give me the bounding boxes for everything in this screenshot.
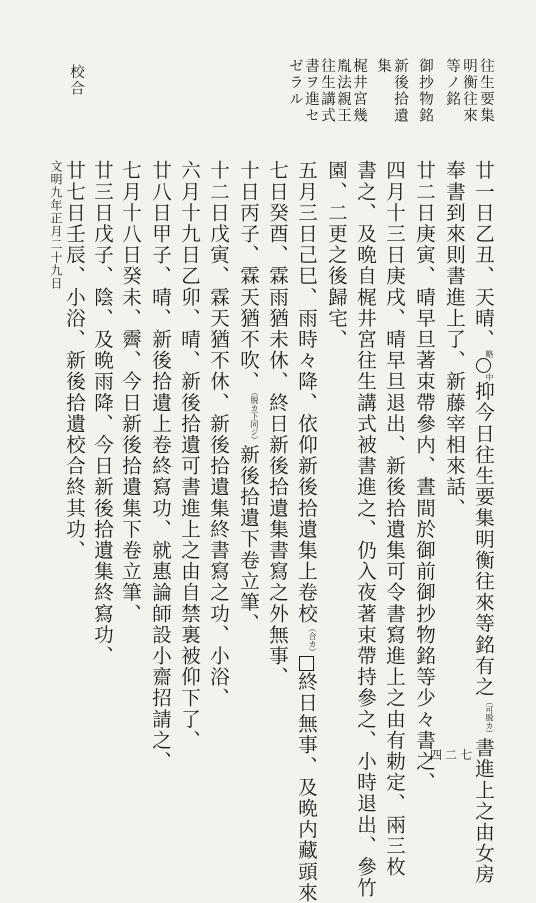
body-line-5: 書之、及晩自梶井宮往生講式被書進之、仍入夜著束帶持參之、小時退出、參竹 <box>354 160 377 899</box>
note-3-line-1: 新後拾遺 <box>392 58 408 124</box>
page-number: 四二七 <box>430 748 476 762</box>
note-3-line-2: 集 <box>375 58 391 75</box>
body-line-15: 廿七日壬辰、小浴、新後拾遺校合終其功、 <box>63 160 86 561</box>
note-4-line-2: 胤法親王 <box>335 58 351 124</box>
body-line-12: 廿八日甲子、晴、新後拾遺上卷終寫功、就惠論師設小齋招請之、 <box>149 160 172 772</box>
running-footer-date: 文明九年正月二十九日 <box>49 160 63 290</box>
body-line-2: 奉書到來則書進上了、新藤宰相來話、 <box>443 160 466 519</box>
note-4-line-5: ゼラル <box>287 58 303 108</box>
lacuna-square-icon <box>299 656 314 671</box>
body-line-1: 廿一日乙丑、天晴、$^{略中}$抑今日往生要集明衡往來等銘有之$^{(可脱カ)}$書進上之由女房 <box>472 160 495 886</box>
omission-circle-icon <box>476 358 491 373</box>
body-line-10: 十二日戊寅、霖天猶不休、新後拾遺集終書寫之功、小浴、 <box>207 160 230 709</box>
note-2-line-1: 御抄物銘 <box>417 58 433 124</box>
note-1-line-3: 等ノ銘 <box>444 58 460 108</box>
body-line-11: 六月十九日乙卯、晴、新後拾遺可書進上之由自禁裏被仰下了、 <box>178 160 201 751</box>
body-line-8: 七日癸酉、霖雨猶未休、終日新後拾遺集書寫之外無事、 <box>266 160 289 688</box>
note-1-line-2: 明衡往來 <box>461 58 477 124</box>
body-line-3: 廿二日庚寅、晴早旦著束帶參内、晝間於御前御抄物銘等少々書之、 <box>413 160 436 793</box>
body-line-14: 廿三日戊子、陰、及晩雨降、今日新後拾遺集終寫功、 <box>91 160 114 667</box>
note-4-line-4: 書ヲ進セ <box>303 58 319 124</box>
body-line-4: 四月十三日庚戌、晴早旦退出、新後拾遺集可令書寫進上之由有勅定、兩三枚 <box>383 160 406 878</box>
header-label: 校合 <box>68 64 84 97</box>
note-1-line-1: 往生要集 <box>478 58 494 124</box>
body-line-6: 園、二更之後歸宅、 <box>325 160 348 350</box>
body-line-7: 五月三日己巳、雨時々降、依仰新後拾遺集上卷校$^{(合カ)}$終日無事、及晩内藏頭來 <box>295 160 318 903</box>
body-line-9: 十日丙子、霖天猶不吹、$^{(脱カ下同ジ)}$新後拾遺下卷立筆、 <box>237 160 260 635</box>
note-4-line-1: 梶井宮幾 <box>351 58 367 124</box>
body-line-13: 七月十八日癸未、霽、今日新後拾遺集下卷立筆、 <box>119 160 142 625</box>
note-4-line-3: 往生講式 <box>319 58 335 124</box>
